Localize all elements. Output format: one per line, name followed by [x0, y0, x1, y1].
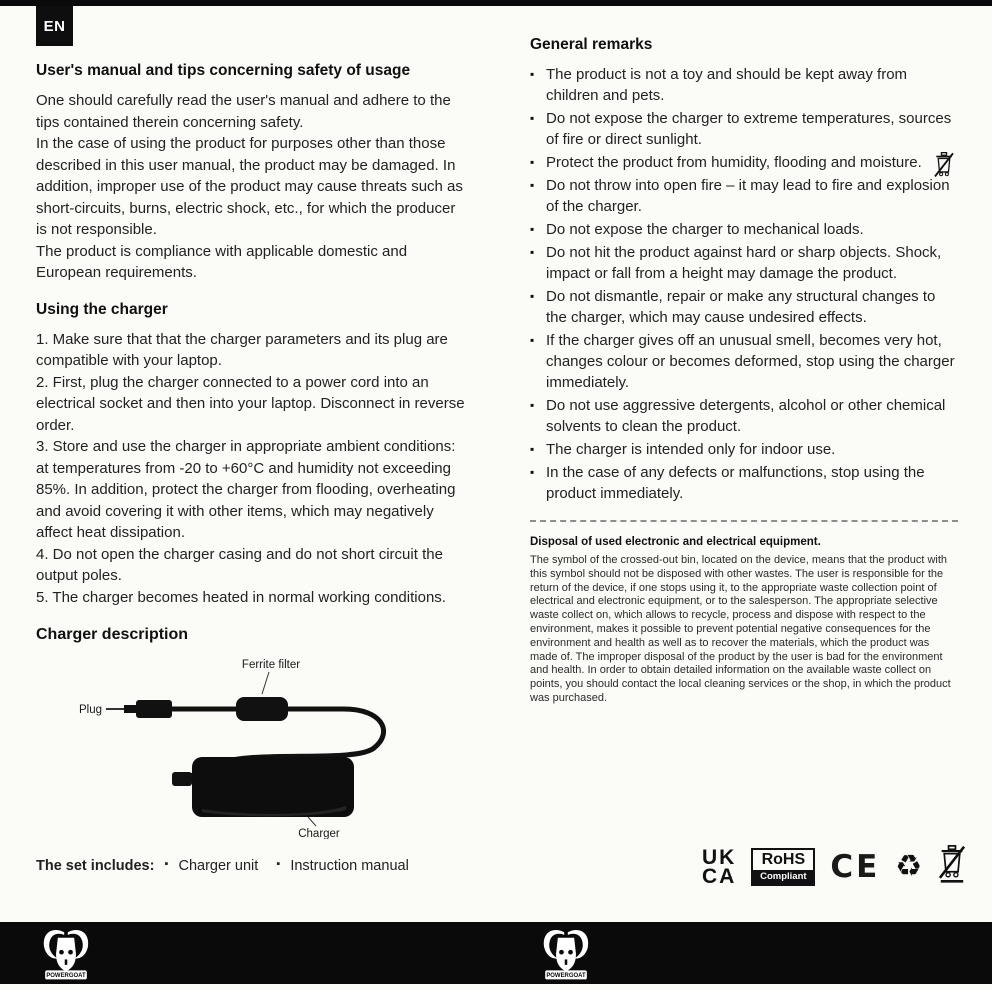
- powergoat-logo: [38, 925, 94, 988]
- right-column: [530, 36, 958, 706]
- charger-description-section: [36, 626, 470, 844]
- crossed-bin-icon: [937, 845, 967, 888]
- remark-item: ▪ The charger is intended only for indoor use.: [530, 439, 958, 460]
- remark-item: ▪ If the charger gives off an unusual smell, becomes very hot, changes colour or becomes deformed, stop using the charger immediately.: [530, 330, 958, 393]
- set-includes: [36, 858, 423, 874]
- section-divider: [530, 520, 958, 522]
- ce-mark: CE: [830, 848, 881, 885]
- ferrite-filter: [236, 697, 288, 721]
- language-badge: [36, 6, 73, 46]
- set-item: ▪ Charger unit: [164, 858, 258, 874]
- charger-label: Charger: [298, 828, 340, 839]
- left-column: [36, 62, 470, 858]
- charger-body: [192, 757, 354, 817]
- step-item: 2. First, plug the charger connected to a power cord into an electrical socket and then into your laptop. Disconnect in reverse order.: [36, 373, 465, 434]
- set-includes-label: The set includes:: [36, 858, 155, 874]
- disposal-body: The symbol of the crossed-out bin, located on the device, means that the product with this symbol should not be disposed with other wastes. The user is responsible for the return of the device, if one stops using it, to the appropriate waste collection point of electrical and electronic equipment, or to the salesperson. The appropriate selective waste collect on, which allows to recycle, process and dispose with respect to the environment, makes it possible to prevent potential negative consequences for the environment and health as well as to recover the materials, which the product was made of. The improper disposal of the product by the user is bad for the environment and health. In order to obtain detailed information on the available waste collect on points, you should contact the local cleaning services or the shop, in which the product was purchased.: [530, 554, 951, 704]
- safety-paragraph: The product is compliance with applicable domestic and European requirements.: [36, 242, 408, 281]
- safety-section: [36, 62, 470, 284]
- remark-item: ▪ Do not expose the charger to extreme temperatures, sources of fire or direct sunlight.: [530, 108, 958, 150]
- using-charger-title: Using the charger: [36, 300, 168, 318]
- remark-item: ▪ In the case of any defects or malfunctions, stop using the product immediately.: [530, 462, 958, 504]
- plug-tip: [124, 705, 136, 713]
- disposal-title: Disposal of used electronic and electrical equipment.: [530, 536, 821, 548]
- plug-body: [136, 700, 172, 718]
- ukca-mark-bottom: CA: [702, 864, 737, 888]
- remark-item: ▪ Do not use aggressive detergents, alcohol or other chemical solvents to clean the product.: [530, 395, 958, 437]
- charger-description-title: Charger description: [36, 626, 189, 643]
- charger-diagram-svg: [36, 654, 466, 839]
- step-item: 4. Do not open the charger casing and do not short circuit the output poles.: [36, 545, 443, 584]
- remark-item: ▪ Do not expose the charger to mechanical loads.: [530, 219, 958, 240]
- powergoat-logo-text: POWERGOAT: [46, 973, 86, 980]
- safety-paragraph: In the case of using the product for purposes other than those described in this user manual, the product may be damaged. In addition, improper use of the product may cause threats such as short-circuits, burns, electric shock, etc., for which the producer is not responsible.: [36, 135, 463, 238]
- crossed-bin-margin-icon: [933, 152, 955, 184]
- plug-label: Plug: [78, 704, 102, 716]
- general-remarks-list: [530, 64, 958, 504]
- using-charger-steps: [36, 329, 470, 609]
- footer-bar: [0, 922, 992, 984]
- powergoat-logo-text: POWERGOAT: [546, 973, 586, 980]
- step-item: 5. The charger becomes heated in normal working conditions.: [36, 588, 446, 606]
- rohs-mark: [751, 848, 815, 886]
- recycle-icon: ♻: [895, 848, 923, 884]
- ukca-mark-top: UK: [702, 845, 737, 869]
- ferrite-filter-label: Ferrite filter: [241, 659, 301, 671]
- remark-item: ▪ Do not dismantle, repair or make any structural changes to the charger, which may cause undesired effects.: [530, 286, 958, 328]
- general-remarks-title: General remarks: [530, 36, 653, 53]
- dc-connector: [172, 772, 192, 786]
- safety-paragraph: One should carefully read the user's manual and adhere to the tips contained therein concerning safety.: [36, 92, 451, 131]
- rohs-mark-label: RoHS: [761, 850, 806, 868]
- powergoat-logo: [538, 925, 594, 988]
- compliance-marks: [702, 845, 967, 888]
- rohs-mark-sublabel: Compliant: [753, 870, 813, 884]
- remark-item: ▪ Protect the product from humidity, flooding and moisture.: [530, 152, 958, 173]
- step-item: 1. Make sure that that the charger parameters and its plug are compatible with your laptop.: [36, 330, 448, 369]
- remark-item: ▪ Do not throw into open fire – it may lead to fire and explosion of the charger.: [530, 175, 958, 217]
- page-top-strip: [0, 0, 992, 6]
- safety-section-title: User's manual and tips concerning safety of usage: [36, 62, 411, 79]
- remark-item: ▪ Do not hit the product against hard or sharp objects. Shock, impact or fall from a height may damage the product.: [530, 242, 958, 284]
- set-item: ▪ Instruction manual: [276, 858, 408, 874]
- language-badge-label: EN: [43, 17, 66, 35]
- charger-diagram: [36, 654, 470, 844]
- remark-item: ▪ The product is not a toy and should be kept away from children and pets.: [530, 64, 958, 106]
- ukca-mark: [702, 845, 737, 888]
- step-item: 3. Store and use the charger in appropriate ambient conditions: at temperatures from -20 to +60°C and humidity not exceeding 85%. In addition, protect the charger from flooding, overheating and avoid covering it with other items, which may negatively affect heat dissipation.: [36, 438, 456, 541]
- using-charger-section: [36, 301, 470, 609]
